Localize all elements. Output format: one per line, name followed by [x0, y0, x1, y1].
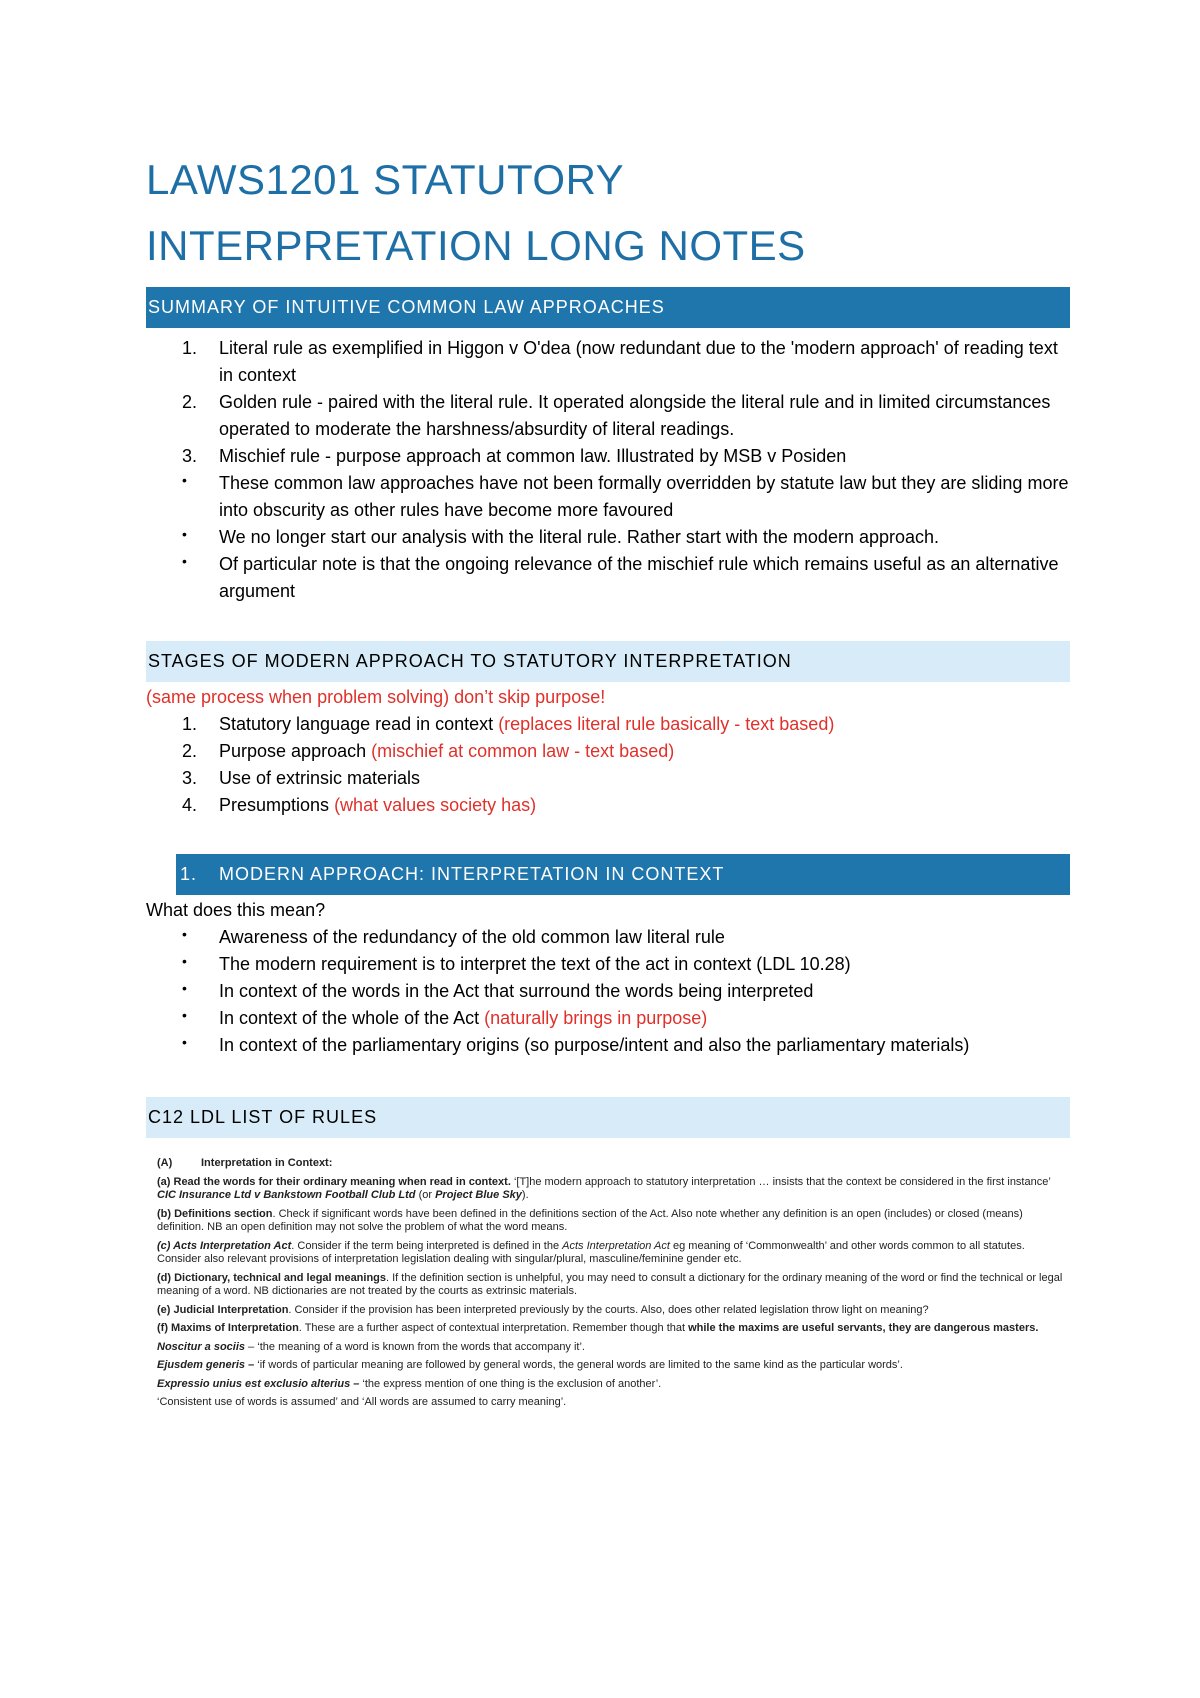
- rules-heading: (A) Interpretation in Context:: [157, 1157, 333, 1169]
- stages-note: (same process when problem solving) don’t skip purpose!: [146, 687, 606, 707]
- list-item: • The modern requirement is to interpret the text of the act in context (LDL 10.28): [182, 953, 851, 974]
- list-item: • In context of the words in the Act that surround the words being interpreted: [182, 980, 814, 1001]
- list-item: 2. Golden rule - paired with the literal rule. It operated alongside the literal rule and in limited circumstances operated to moderate the harshness/absurdity of literal readings.: [182, 392, 1051, 439]
- maxim-expressio: Expressio unius est exclusio alterius – ‘the express mention of one thing is the exclusion of another’.: [157, 1377, 662, 1390]
- section-heading-stages: STAGES OF MODERN APPROACH TO STATUTORY INTERPRETATION: [146, 641, 1070, 682]
- list-item: 4. Presumptions (what values society has): [182, 795, 537, 815]
- rule-b: (b) Definitions section. Check if significant words have been defined in the definitions section of the Act. Also note whether any definition is an open (includes) or closed (means) definition. NB an open definition may not solve the problem of what the word means.: [157, 1207, 1023, 1233]
- summary-list: [146, 335, 1070, 605]
- section-heading-summary: SUMMARY OF INTUITIVE COMMON LAW APPROACHES: [146, 287, 1070, 328]
- title-line-2: INTERPRETATION LONG NOTES: [146, 222, 806, 269]
- list-item: • Awareness of the redundancy of the old common law literal rule: [182, 926, 725, 947]
- section-heading-modern-approach: 1. MODERN APPROACH: INTERPRETATION IN CONTEXT: [176, 854, 1070, 895]
- list-item: • Of particular note is that the ongoing relevance of the mischief rule which remains useful as an alternative argument: [182, 553, 1059, 601]
- list-item: • These common law approaches have not been formally overridden by statute law but they are sliding more into obscurity as other rules have become more favoured: [182, 472, 1069, 520]
- list-item: 1. Statutory language read in context (replaces literal rule basically - text based): [182, 714, 835, 734]
- section-heading-ldl-rules: C12 LDL LIST OF RULES: [146, 1097, 1070, 1138]
- list-item: 3. Mischief rule - purpose approach at common law. Illustrated by MSB v Posiden: [182, 446, 847, 466]
- maxim-ejusdem: Ejusdem generis – ‘if words of particular meaning are followed by general words, the general words are limited to the same kind as the particular words’.: [157, 1359, 903, 1371]
- rule-a: (a) Read the words for their ordinary meaning when read in context. ‘[T]he modern approach to statutory interpretation … insists that the context be considered in the first instance’ CIC Insurance Ltd v Bankstown Football Club Ltd (or Project Blue Sky).: [157, 1175, 1051, 1201]
- list-item: • In context of the parliamentary origins (so purpose/intent and also the parliamentary materials): [182, 1034, 970, 1055]
- modern-approach-intro: What does this mean?: [146, 900, 326, 920]
- stages-list: [146, 711, 1070, 819]
- list-item: • We no longer start our analysis with the literal rule. Rather start with the modern approach.: [182, 526, 940, 547]
- maxim-noscitur: Noscitur a sociis – ‘the meaning of a word is known from the words that accompany it’.: [157, 1340, 585, 1353]
- rule-consistent-use: ‘Consistent use of words is assumed’ and ‘All words are assumed to carry meaning’.: [157, 1396, 567, 1408]
- rule-d: (d) Dictionary, technical and legal meanings. If the definition section is unhelpful, you may need to consult a dictionary for the ordinary meaning of the word or find the technical or legal meaning of a word. NB dictionaries are not treated by the courts as extrinsic materials.: [157, 1271, 1063, 1297]
- list-item: 3. Use of extrinsic materials: [182, 768, 421, 788]
- list-item: • In context of the whole of the Act (naturally brings in purpose): [182, 1007, 708, 1028]
- rule-e: (e) Judicial Interpretation. Consider if the provision has been interpreted previously by the courts. Also, does other related legislation throw light on meaning?: [157, 1303, 929, 1316]
- modern-approach-list: [146, 924, 1070, 1059]
- document-page: [146, 0, 1070, 1415]
- list-item: 1. Literal rule as exemplified in Higgon v O'dea (now redundant due to the 'modern approach' of reading text in context: [182, 338, 1058, 385]
- list-item: 2. Purpose approach (mischief at common law - text based): [182, 741, 675, 761]
- document-title: [146, 0, 1070, 279]
- rule-f: (f) Maxims of Interpretation. These are a further aspect of contextual interpretation. Remember though that while the maxims are useful servants, they are dangerous masters.: [157, 1322, 1039, 1334]
- title-line-1: LAWS1201 STATUTORY: [146, 156, 625, 203]
- rules-excerpt: [157, 1157, 1070, 1410]
- rule-c: (c) Acts Interpretation Act. Consider if the term being interpreted is defined in the Acts Interpretation Act eg meaning of ‘Commonwealth’ and other words common to all statutes. Consider also relevant provisions of interpretation legislation dealing with singular/plural, masculine/feminine gender etc.: [157, 1239, 1025, 1265]
